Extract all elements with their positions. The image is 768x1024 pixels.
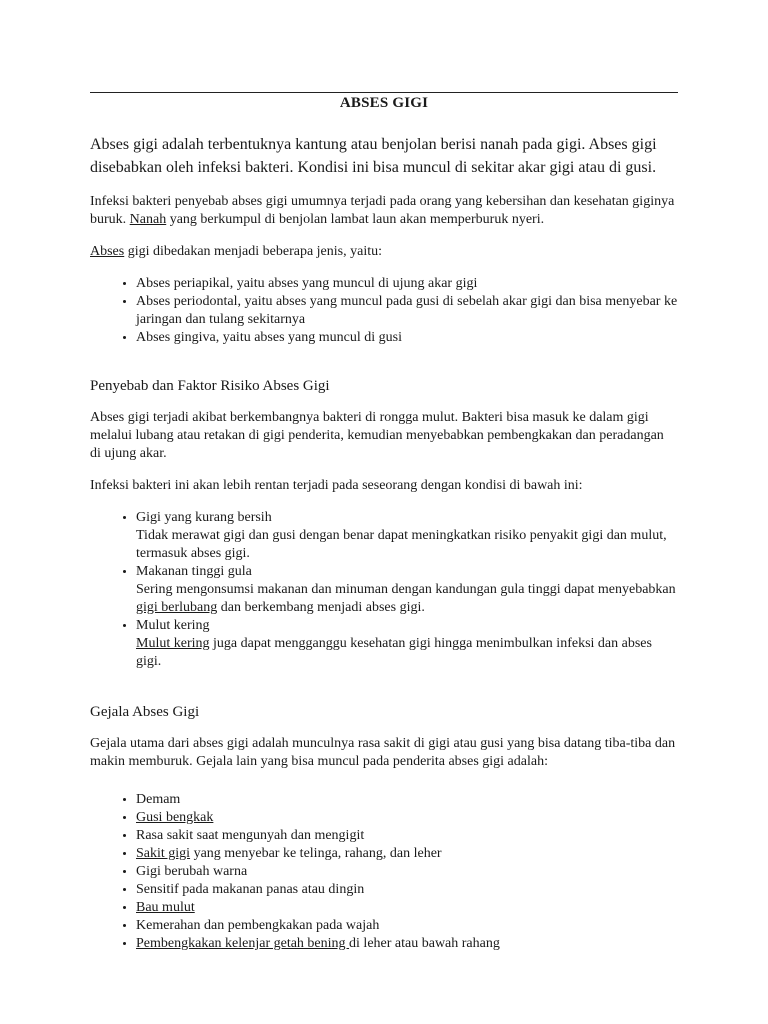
paragraph-types xyxy=(90,243,678,261)
heading-causes: Penyebab dan Faktor Risiko Abses Gigi xyxy=(90,378,330,394)
document-body xyxy=(90,133,678,971)
list-item xyxy=(136,809,678,827)
risk-factors-list xyxy=(90,509,678,671)
heading-symptoms: Gejala Abses Gigi xyxy=(90,704,200,720)
header-rule xyxy=(90,92,678,93)
intro-paragraph: Abses gigi adalah terbentuknya kantung atau benjolan berisi nanah pada gigi. Abses gigi disebabkan oleh infeksi bakteri. Kondisi ini bisa muncul di sekitar akar gigi atau di gusi. xyxy=(90,136,657,176)
paragraph-symptoms: Gejala utama dari abses gigi adalah munculnya rasa sakit di gigi atau gusi yang bisa datang tiba-tiba dan makin memburuk. Gejala lain yang bisa muncul pada penderita abses gigi adalah: xyxy=(90,736,676,769)
risk-title: Mulut kering xyxy=(136,618,210,633)
risk-text: Sering mengonsumsi makanan dan minuman dengan kandungan gula tinggi dapat menyebabkan xyxy=(136,582,676,597)
list-item xyxy=(136,509,678,563)
risk-title: Gigi yang kurang bersih xyxy=(136,510,272,525)
link-gusi-bengkak[interactable]: Gusi bengkak xyxy=(136,810,214,825)
list-item: • Abses periodontal, yaitu abses yang muncul pada gusi di sebelah akar gigi dan bisa menyebar ke jaringan dan tulang sekitarnya xyxy=(136,293,678,329)
list-item xyxy=(136,617,678,671)
risk-text: dan berkembang menjadi abses gigi. xyxy=(217,600,425,615)
list-item: • Abses gingiva, yaitu abses yang muncul di gusi xyxy=(136,329,678,347)
symptoms-list xyxy=(90,791,678,953)
paragraph-causes: Abses gigi terjadi akibat berkembangnya bakteri di rongga mulut. Bakteri bisa masuk ke dalam gigi melalui lubang atau retakan di gigi penderita, kemudian menyebabkan pembengkakan dan peradangan di ujung akar. xyxy=(90,410,664,461)
list-item: • Kemerahan dan pembengkakan pada wajah xyxy=(136,917,678,935)
list-item xyxy=(136,563,678,617)
list-item: • Abses periapikal, yaitu abses yang muncul di ujung akar gigi xyxy=(136,275,678,293)
link-abses[interactable]: Abses xyxy=(90,244,125,259)
paragraph-text: Infeksi bakteri penyebab abses gigi umumnya terjadi pada orang yang kebersihan dan kesehatan giginya buruk. xyxy=(90,194,675,227)
paragraph-text: yang berkumpul di benjolan lambat laun akan memperburuk nyeri. xyxy=(166,212,545,227)
list-item: • Gigi berubah warna xyxy=(136,863,678,881)
list-item: • Sensitif pada makanan panas atau dingin xyxy=(136,881,678,899)
paragraph-risk-intro: Infeksi bakteri ini akan lebih rentan terjadi pada seseorang dengan kondisi di bawah ini: xyxy=(90,478,583,493)
link-gigi-berlubang[interactable]: gigi berlubang xyxy=(136,600,218,615)
list-item-text: di leher atau bawah rahang xyxy=(349,936,500,951)
list-item xyxy=(136,899,678,917)
risk-text: juga dapat mengganggu kesehatan gigi hingga menimbulkan infeksi dan abses gigi. xyxy=(136,636,652,669)
paragraph-text: gigi dibedakan menjadi beberapa jenis, yaitu: xyxy=(124,244,382,259)
list-item-text: yang menyebar ke telinga, rahang, dan leher xyxy=(190,846,442,861)
risk-text: Tidak merawat gigi dan gusi dengan benar dapat meningkatkan risiko penyakit gigi dan mulut, termasuk abses gigi. xyxy=(136,528,667,561)
abscess-types-list xyxy=(90,275,678,347)
paragraph-infection xyxy=(90,193,678,229)
link-pembengkakan-kelenjar[interactable]: Pembengkakan kelenjar getah bening xyxy=(136,936,350,951)
link-bau-mulut[interactable]: Bau mulut xyxy=(136,900,195,915)
list-item xyxy=(136,845,678,863)
document-title: ABSES GIGI xyxy=(339,95,429,111)
risk-title: Makanan tinggi gula xyxy=(136,564,252,579)
link-sakit-gigi[interactable]: Sakit gigi xyxy=(136,846,191,861)
list-item xyxy=(136,935,678,953)
link-nanah[interactable]: Nanah xyxy=(129,212,167,227)
link-mulut-kering[interactable]: Mulut kering xyxy=(136,636,210,651)
list-item: • Rasa sakit saat mengunyah dan mengigit xyxy=(136,827,678,845)
list-item: • Demam xyxy=(136,791,678,809)
